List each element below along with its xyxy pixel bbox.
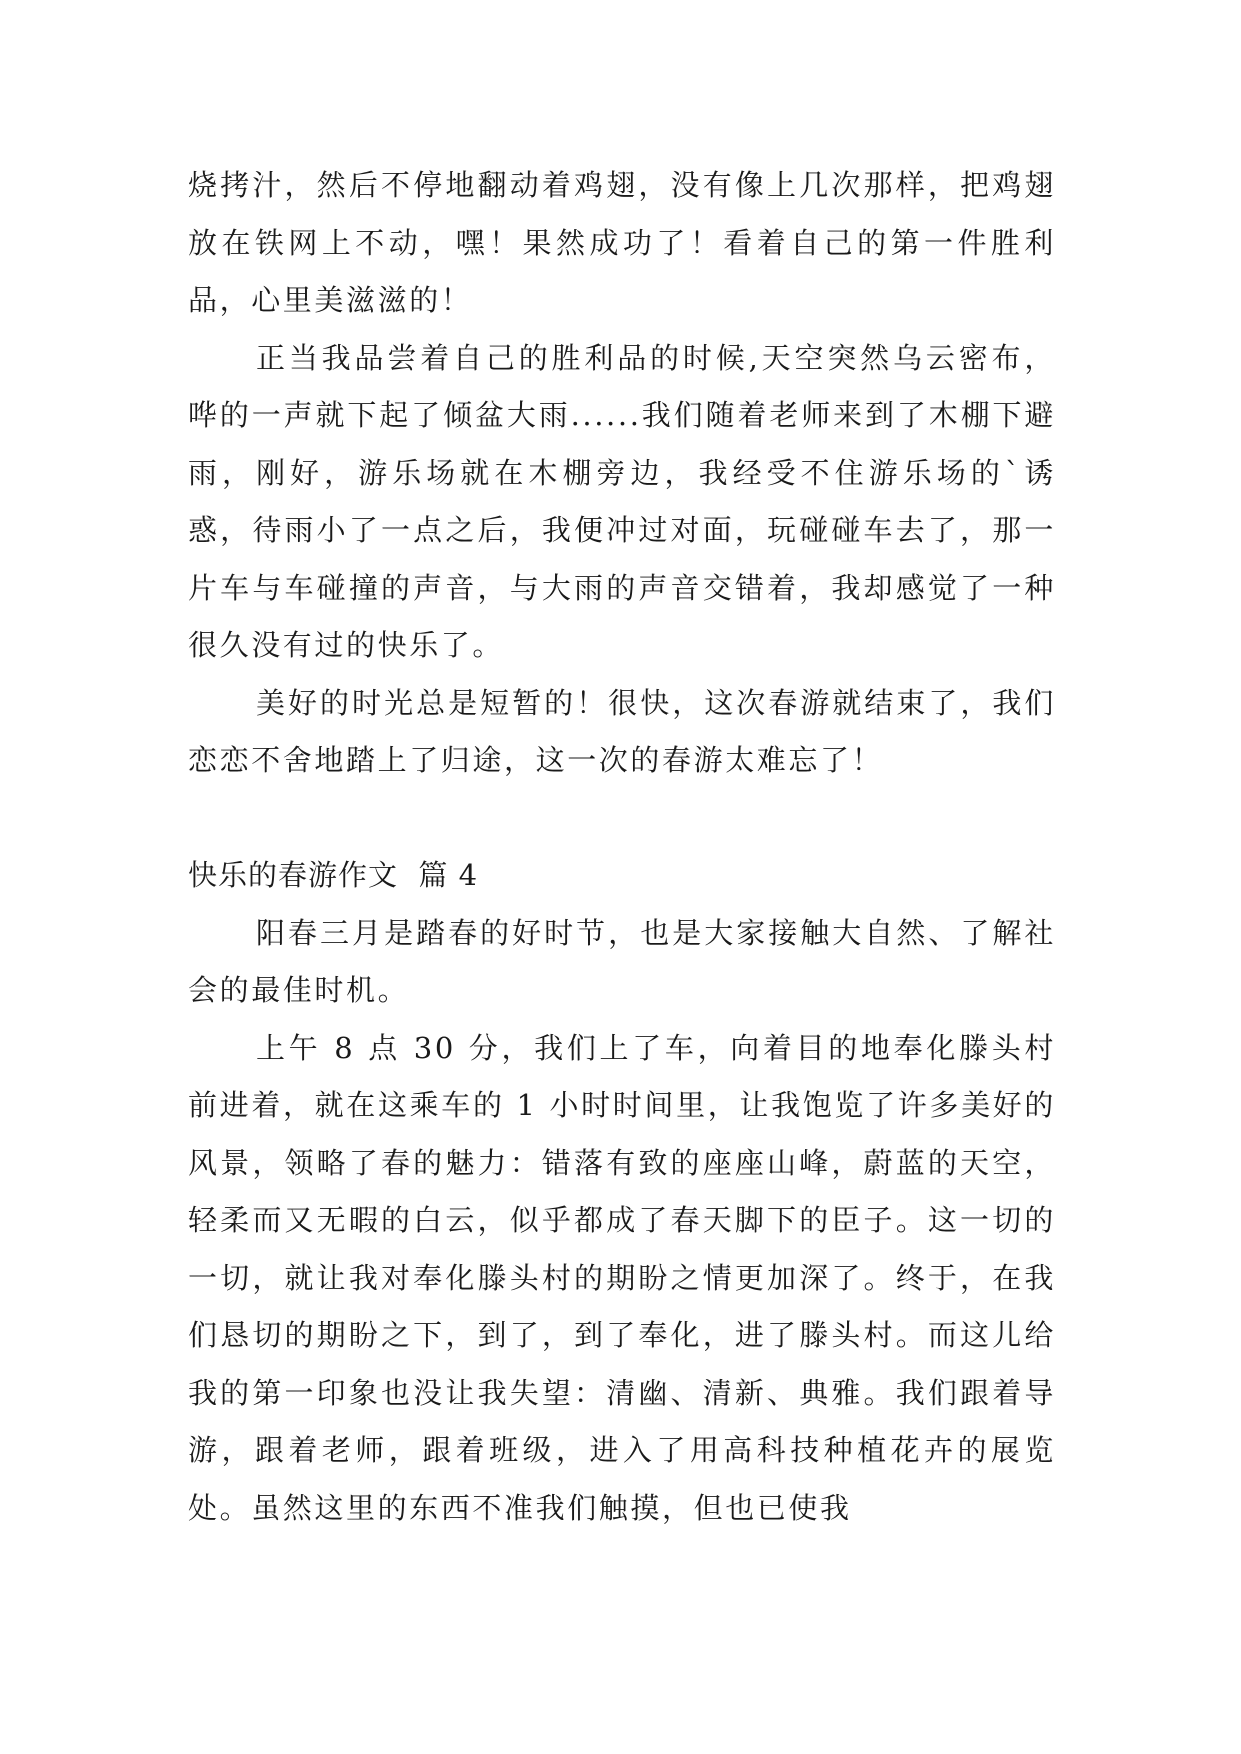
paragraph-rain: 正当我品尝着自己的胜利品的时候,天空突然乌云密布，哗的一声就下起了倾盆大雨......我们随着老师来到了木棚下避雨，刚好，游乐场就在木棚旁边，我经受不住游乐场的`诱惑，待雨小了一点之后，我便冲过对面，玩碰碰车去了，那一片车与车碰撞的声音，与大雨的声音交错着，我却感觉了一种很久没有过的快乐了。 bbox=[188, 340, 1056, 662]
paragraph-trip: 上午 8 点 30 分，我们上了车，向着目的地奉化滕头村前进着，就在这乘车的 1 小时时间里，让我饱览了许多美好的风景，领略了春的魅力：错落有致的座座山峰，蔚蓝的天空，轻柔而又无暇的白云，似乎都成了春天脚下的臣子。这一切的一切，就让我对奉化滕头村的期盼之情更加深了。终于，在我们恳切的期盼之下，到了，到了奉化，进了滕头村。而这儿给我的第一印象也没让我失望：清幽、清新、典雅。我们跟着导游，跟着老师，跟着班级，进入了用高科技种植花卉的展览处。虽然这里的东西不准我们触摸，但也已使我 bbox=[188, 1030, 1056, 1525]
paragraph-intro: 阳春三月是踏春的好时节，也是大家接触大自然、了解社会的最佳时机。 bbox=[188, 915, 1056, 1007]
paragraph-continuation: 烧拷汁，然后不停地翻动着鸡翅，没有像上几次那样，把鸡翅放在铁网上不动，嘿！果然成功了！看着自己的第一件胜利品，心里美滋滋的！ bbox=[188, 168, 1056, 317]
paragraph-ending: 美好的时光总是短暂的！很快，这次春游就结束了，我们恋恋不舍地踏上了归途，这一次的春游太难忘了！ bbox=[188, 685, 1056, 777]
section-heading: 快乐的春游作文 篇 4 bbox=[188, 858, 479, 892]
section-spacer bbox=[188, 790, 1056, 848]
document-body bbox=[188, 157, 1056, 1537]
